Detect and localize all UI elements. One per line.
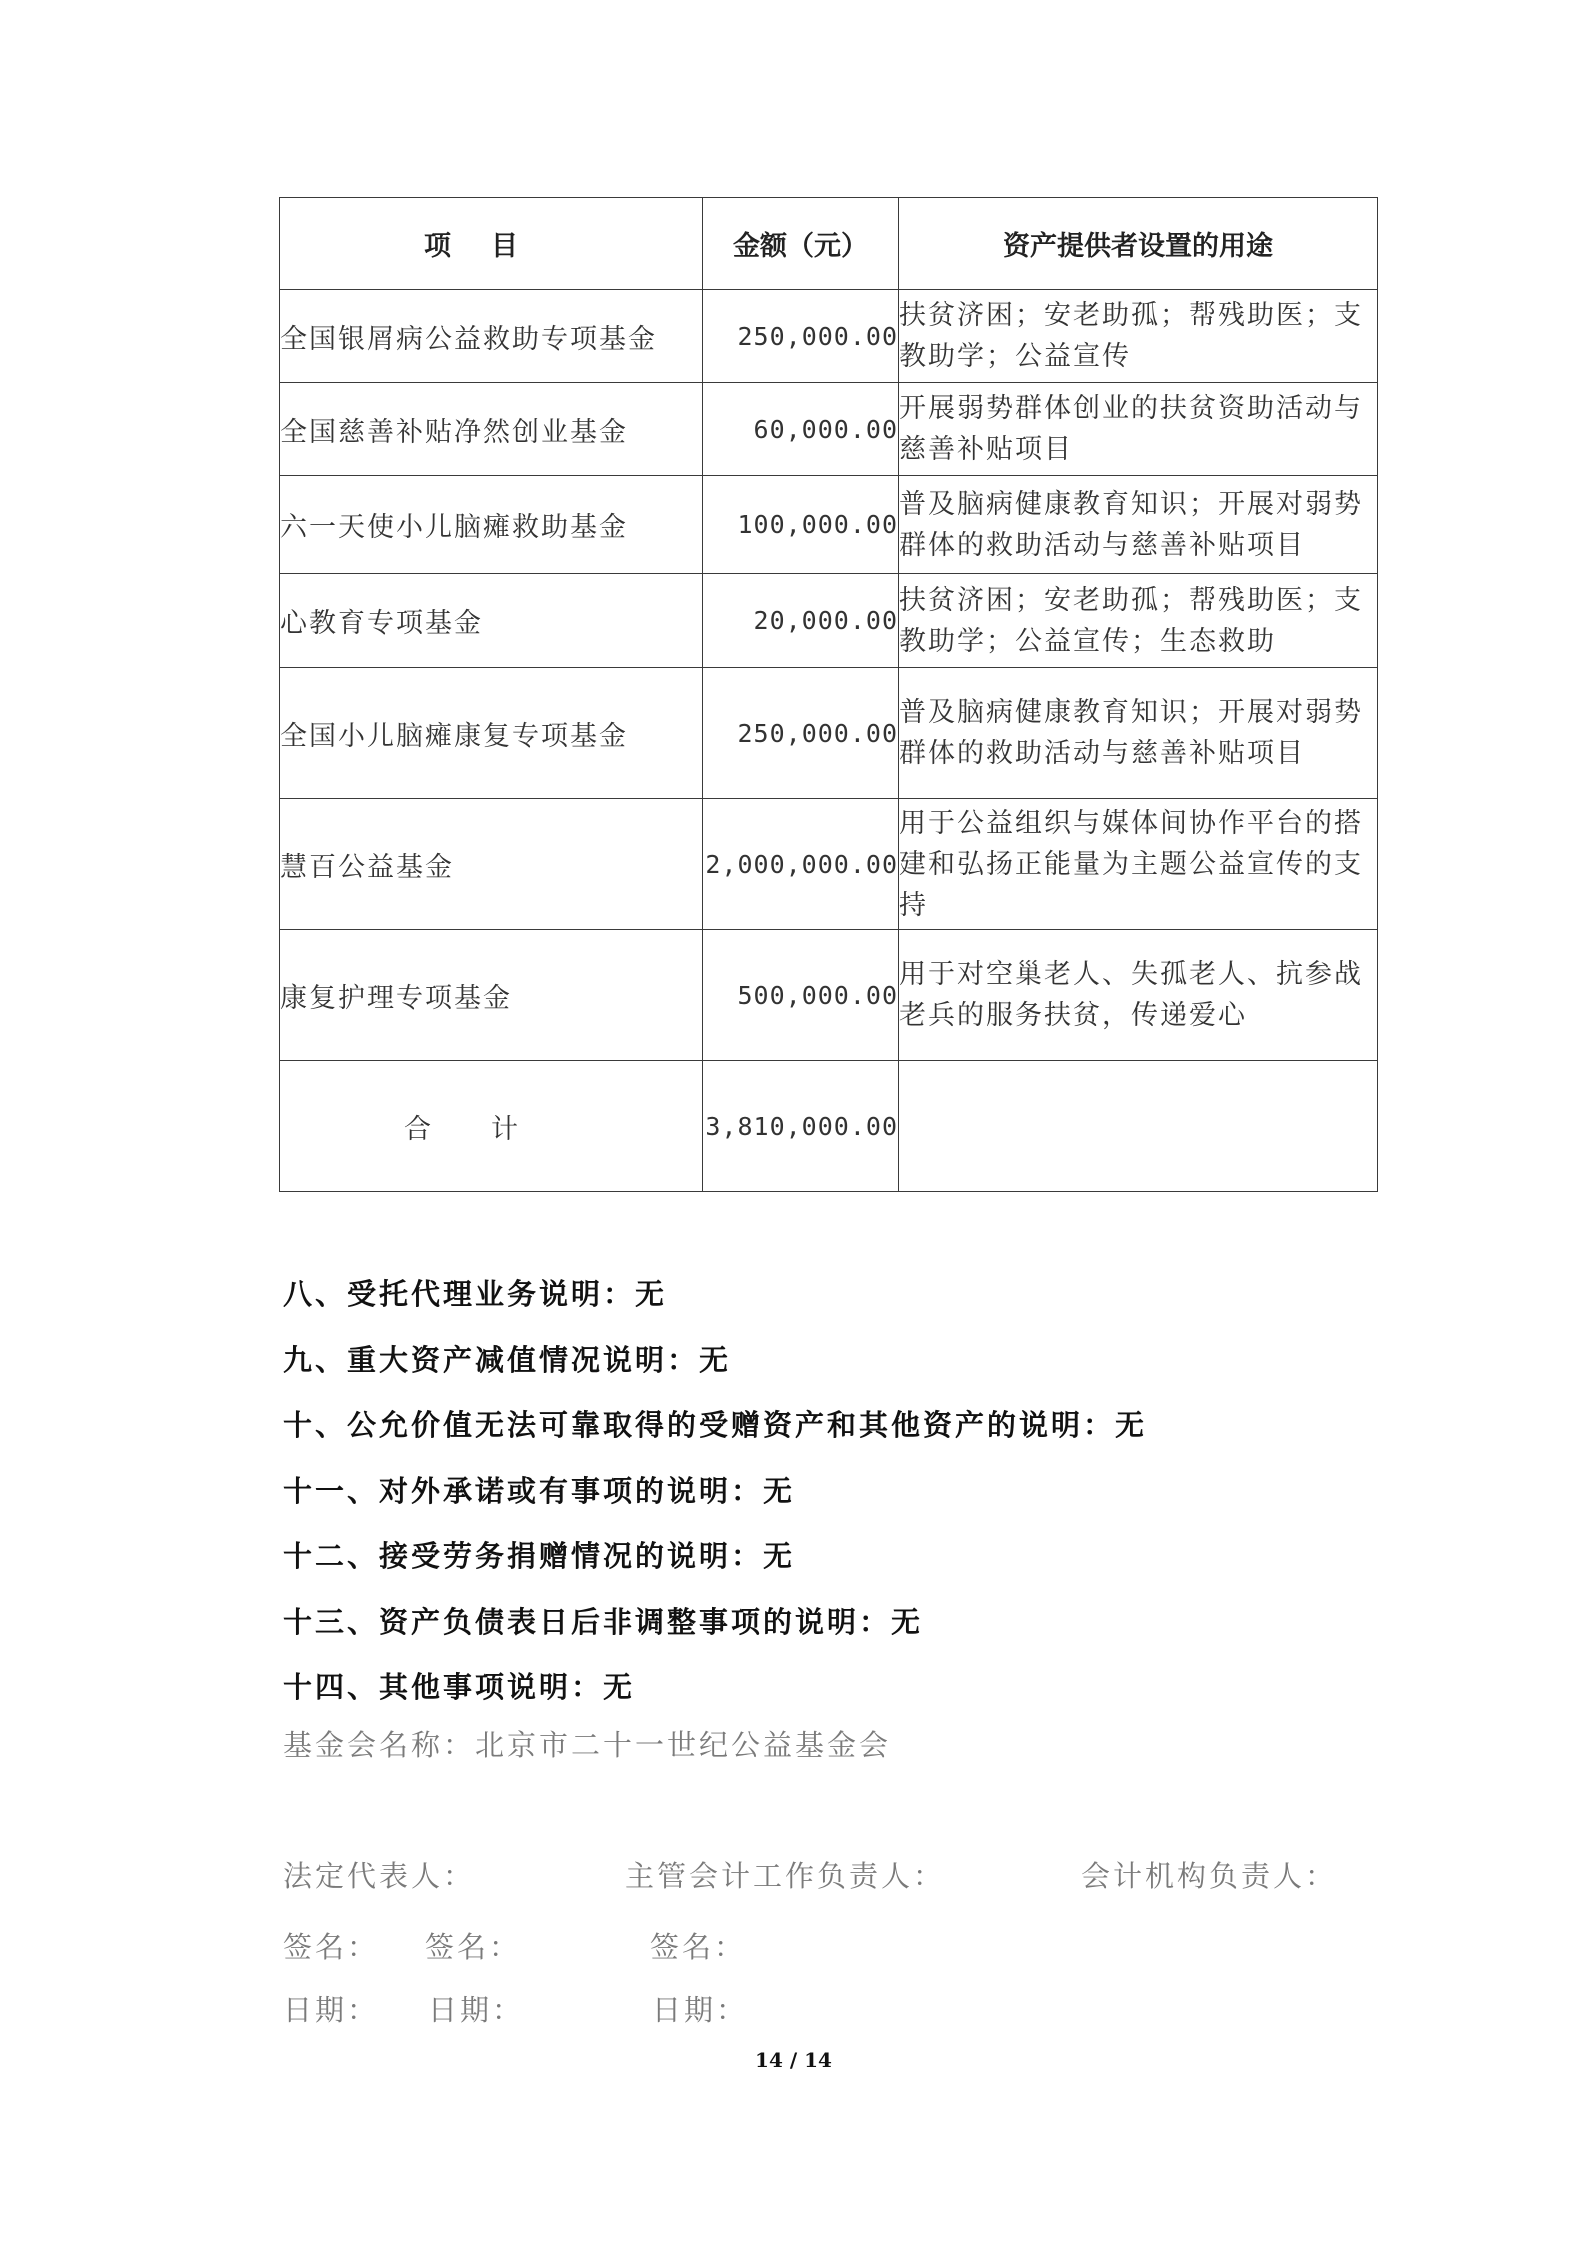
row-usage: 用于公益组织与媒体间协作平台的搭建和弘扬正能量为主题公益宣传的支持 bbox=[899, 799, 1378, 930]
header-item: 项目 bbox=[280, 198, 703, 290]
row-item: 康复护理专项基金 bbox=[280, 930, 703, 1061]
row-amount: 250,000.00 bbox=[703, 290, 899, 383]
table-row bbox=[280, 930, 1378, 1061]
note-line: 十、公允价值无法可靠取得的受赠资产和其他资产的说明：无 bbox=[283, 1408, 1148, 1442]
total-amount: 3,810,000.00 bbox=[703, 1061, 899, 1192]
row-item: 六一天使小儿脑瘫救助基金 bbox=[280, 476, 703, 574]
table-row bbox=[280, 799, 1378, 930]
sign-label-1: 签名： bbox=[283, 1930, 380, 1964]
row-amount: 20,000.00 bbox=[703, 574, 899, 668]
row-item: 慧百公益基金 bbox=[280, 799, 703, 930]
row-item: 心教育专项基金 bbox=[280, 574, 703, 668]
sign-label-2: 签名： bbox=[425, 1930, 522, 1964]
legal-rep-label: 法定代表人： bbox=[283, 1859, 476, 1893]
restricted-assets-table bbox=[279, 197, 1378, 1192]
row-usage: 普及脑病健康教育知识；开展对弱势群体的救助活动与慈善补贴项目 bbox=[899, 668, 1378, 799]
row-amount: 500,000.00 bbox=[703, 930, 899, 1061]
row-usage: 普及脑病健康教育知识；开展对弱势群体的救助活动与慈善补贴项目 bbox=[899, 476, 1378, 574]
row-amount: 100,000.00 bbox=[703, 476, 899, 574]
table-header-row bbox=[280, 198, 1378, 290]
note-line: 十二、接受劳务捐赠情况的说明：无 bbox=[283, 1539, 796, 1573]
note-line: 十四、其他事项说明：无 bbox=[283, 1670, 636, 1704]
page-number: 14 / 14 bbox=[755, 2048, 832, 2072]
accounting-org-head-label: 会计机构负责人： bbox=[1081, 1859, 1338, 1893]
note-line: 八、受托代理业务说明：无 bbox=[283, 1277, 668, 1311]
sign-label-3: 签名： bbox=[650, 1930, 747, 1964]
date-label-1: 日期： bbox=[283, 1993, 380, 2027]
header-usage: 资产提供者设置的用途 bbox=[899, 198, 1378, 290]
header-amount: 金额（元） bbox=[703, 198, 899, 290]
row-item: 全国小儿脑瘫康复专项基金 bbox=[280, 668, 703, 799]
row-usage: 扶贫济困；安老助孤；帮残助医；支教助学；公益宣传；生态救助 bbox=[899, 574, 1378, 668]
note-line: 十三、资产负债表日后非调整事项的说明：无 bbox=[283, 1604, 924, 1639]
date-label-2: 日期： bbox=[428, 1993, 525, 2027]
row-usage: 用于对空巢老人、失孤老人、抗参战老兵的服务扶贫，传递爱心 bbox=[899, 930, 1378, 1061]
notes-section bbox=[283, 1262, 1147, 1721]
row-usage: 开展弱势群体创业的扶贫资助活动与慈善补贴项目 bbox=[899, 383, 1378, 476]
table-total-row bbox=[280, 1061, 1378, 1192]
row-amount: 60,000.00 bbox=[703, 383, 899, 476]
table-row bbox=[280, 383, 1378, 476]
table-row bbox=[280, 476, 1378, 574]
row-amount: 2,000,000.00 bbox=[703, 799, 899, 930]
table-row bbox=[280, 290, 1378, 383]
table-row bbox=[280, 574, 1378, 668]
accounting-head-label: 主管会计工作负责人： bbox=[625, 1859, 946, 1893]
date-label-3: 日期： bbox=[652, 1993, 749, 2027]
note-line: 九、重大资产减值情况说明：无 bbox=[283, 1342, 732, 1377]
foundation-name: 基金会名称：北京市二十一世纪公益基金会 bbox=[283, 1728, 892, 1762]
total-usage bbox=[899, 1061, 1378, 1192]
total-label: 合计 bbox=[280, 1061, 703, 1192]
row-item: 全国慈善补贴净然创业基金 bbox=[280, 383, 703, 476]
table-row bbox=[280, 668, 1378, 799]
note-line: 十一、对外承诺或有事项的说明：无 bbox=[283, 1473, 796, 1508]
row-item: 全国银屑病公益救助专项基金 bbox=[280, 290, 703, 383]
row-usage: 扶贫济困；安老助孤；帮残助医；支教助学；公益宣传 bbox=[899, 290, 1378, 383]
row-amount: 250,000.00 bbox=[703, 668, 899, 799]
